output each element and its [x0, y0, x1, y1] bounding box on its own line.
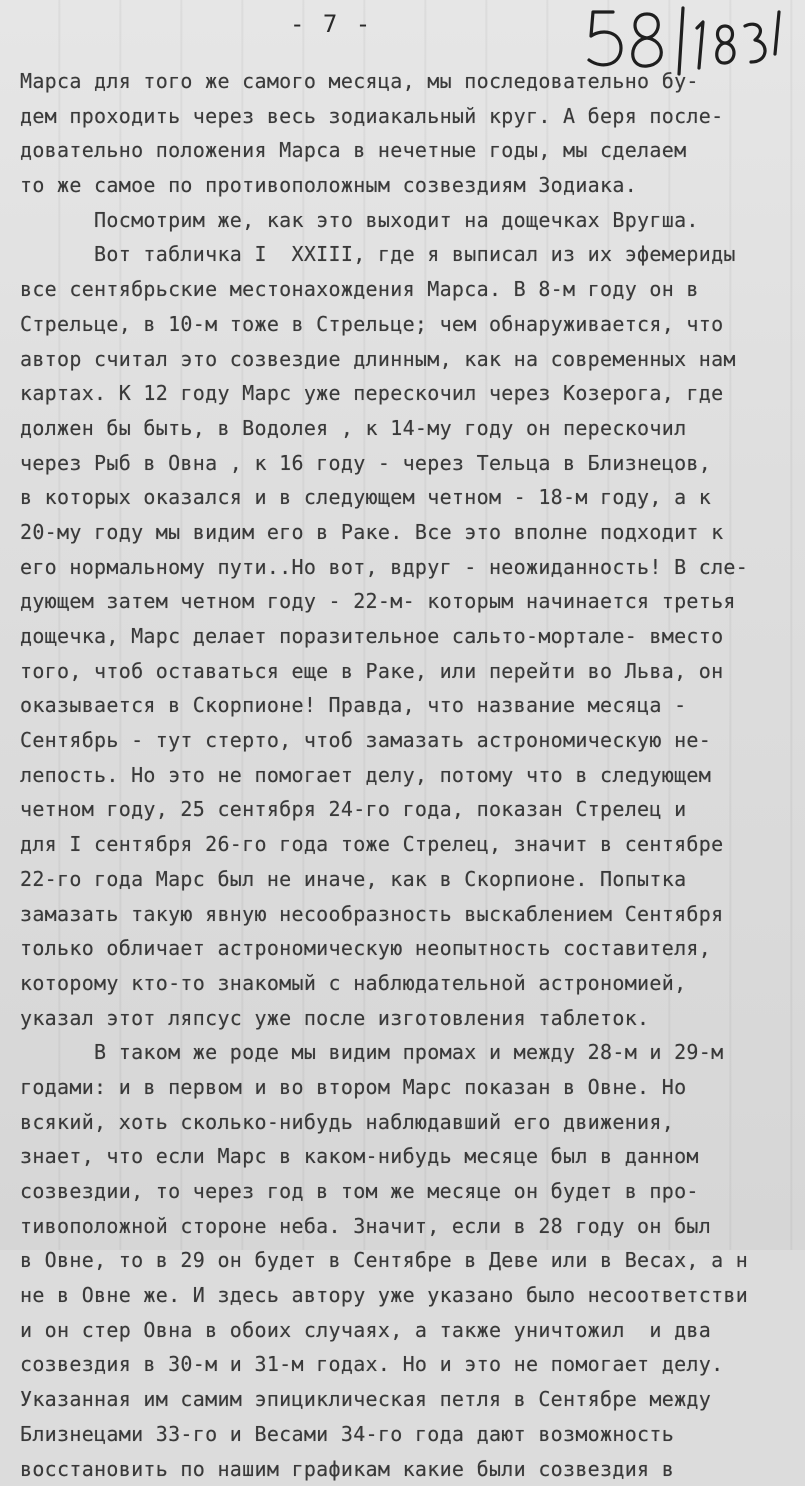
text-line: в Овне, то в 29 он будет в Сентябре в Деве или в Весах, а н: [20, 1243, 805, 1278]
text-line: созвездии, то через год в том же месяце он будет в про-: [20, 1174, 805, 1209]
text-line: картах. К 12 году Марс уже перескочил через Козерога, где: [20, 376, 805, 411]
text-line: 22-го года Марс был не иначе, как в Скорпионе. Попытка: [20, 862, 805, 897]
text-line: замазать такую явную несообразность выскаблением Сентября: [20, 897, 805, 932]
text-line: четном году, 25 сентября 24-го года, показан Стрелец и: [20, 792, 805, 827]
text-line: должен бы быть, в Водолея , к 14-му году он перескочил: [20, 411, 805, 446]
text-line: созвездия в 30-м и 31-м годах. Но и это не помогает делу.: [20, 1347, 805, 1382]
text-line: через Рыб в Овна , к 16 году - через Тельца в Близнецов,: [20, 446, 805, 481]
text-line: Близнецами 33-го и Весами 34-го года дают возможность: [20, 1417, 805, 1452]
text-line: лепость. Но это не помогает делу, потому что в следующем: [20, 758, 805, 793]
text-line: годами: и в первом и во втором Марс показан в Овне. Но: [20, 1070, 805, 1105]
text-line: которому кто-то знакомый с наблюдательной астрономией,: [20, 966, 805, 1001]
text-line: то же самое по противоположным созвездиям Зодиака.: [20, 168, 805, 203]
text-line: дем проходить через весь зодиакальный круг. А беря после-: [20, 99, 805, 134]
text-line: Марса для того же самого месяца, мы последовательно бу-: [20, 64, 805, 99]
text-line: В таком же роде мы видим промах и между 28-м и 29-м: [20, 1035, 805, 1070]
text-line: только обличает астрономическую неопытность составителя,: [20, 931, 805, 966]
text-line: для I сентября 26-го года тоже Стрелец, значит в сентябре: [20, 827, 805, 862]
text-line: его нормальному пути..Но вот, вдруг - неожиданность! В сле-: [20, 550, 805, 585]
body-text: [20, 64, 805, 1486]
text-line: 20-му году мы видим его в Раке. Все это вполне подходит к: [20, 515, 805, 550]
text-line: Указанная им самим эпициклическая петля в Сентябре между: [20, 1382, 805, 1417]
text-line: Посмотрим же, как это выходит на дощечках Вругша.: [20, 203, 805, 238]
text-line: знает, что если Марс в каком-нибудь месяце был в данном: [20, 1139, 805, 1174]
text-line: Сентябрь - тут стерто, чтоб замазать астрономическую не-: [20, 723, 805, 758]
text-line: Вот табличка I XXIII, где я выписал из их эфемериды: [20, 237, 805, 272]
text-line: дующем затем четном году - 22-м- которым начинается третья: [20, 584, 805, 619]
text-line: Стрельце, в 10-м тоже в Стрельце; чем обнаруживается, что: [20, 307, 805, 342]
text-line: восстановить по нашим графикам какие были созвездия в: [20, 1452, 805, 1486]
text-line: оказывается в Скорпионе! Правда, что название месяца -: [20, 688, 805, 723]
text-line: в которых оказался и в следующем четном - 18-м году, а к: [20, 480, 805, 515]
text-line: довательно положения Марса в нечетные годы, мы сделаем: [20, 133, 805, 168]
text-line: все сентябрьские местонахождения Марса. В 8-м году он в: [20, 272, 805, 307]
text-line: автор считал это созвездие длинным, как на современных нам: [20, 342, 805, 377]
text-line: дощечка, Марс делает поразительное сальто-мортале- вместо: [20, 619, 805, 654]
text-line: того, чтоб оставаться еще в Раке, или перейти во Льва, он: [20, 654, 805, 689]
text-line: всякий, хоть сколько-нибудь наблюдавший его движения,: [20, 1105, 805, 1140]
text-line: указал этот ляпсус уже после изготовления таблеток.: [20, 1001, 805, 1036]
page-number: - 7 -: [290, 10, 372, 38]
text-line: не в Овне же. И здесь автору уже указано было несоответстви: [20, 1278, 805, 1313]
text-line: и он стер Овна в обоих случаях, а также уничтожил и два: [20, 1313, 805, 1348]
text-line: тивоположной стороне неба. Значит, если в 28 году он был: [20, 1209, 805, 1244]
